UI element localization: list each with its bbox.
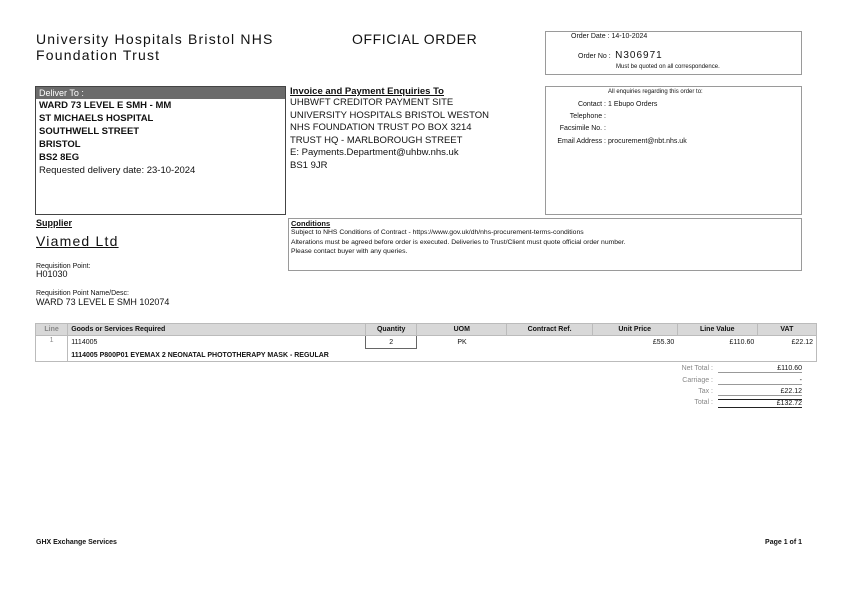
footer-page-number: Page 1 of 1 — [765, 539, 802, 546]
organisation-name — [36, 31, 274, 63]
col-unit-price: Unit Price — [592, 324, 677, 336]
grand-total-label: Total : — [694, 399, 713, 406]
document-title: OFFICIAL ORDER — [352, 31, 478, 47]
col-vat: VAT — [757, 324, 816, 336]
cell-line: 1 — [36, 336, 68, 362]
conditions-line: Please contact buyer with any queries. — [291, 248, 408, 255]
col-line-value: Line Value — [677, 324, 757, 336]
invoice-box — [288, 86, 546, 215]
order-number-row — [578, 45, 663, 63]
deliver-address-line: SOUTHWELL STREET — [39, 126, 140, 137]
enquiries-note: All enquiries regarding this order to: — [608, 89, 703, 95]
contact-label: Contact : — [577, 101, 606, 108]
fax-label: Facsimile No. : — [559, 125, 606, 132]
requisition-point-label: Requisition Point: — [36, 263, 91, 270]
requisition-point-name-value: WARD 73 LEVEL E SMH 102074 — [36, 297, 170, 307]
requisition-point-name-label: Requisition Point Name/Desc: — [36, 290, 129, 297]
order-info-box — [545, 31, 802, 75]
organisation-name-line-2: Foundation Trust — [36, 47, 161, 63]
conditions-box — [288, 218, 802, 271]
telephone-label: Telephone : — [569, 113, 606, 120]
deliver-to-title: Deliver To : — [36, 87, 285, 99]
deliver-to-box — [35, 86, 286, 215]
invoice-address-line: UHBWFT CREDITOR PAYMENT SITE — [290, 97, 454, 108]
grand-total-value: £132.72 — [718, 399, 802, 408]
order-date-label: Order Date : — [571, 33, 610, 40]
cell-quantity: 2 — [366, 336, 417, 349]
deliver-address — [36, 99, 285, 164]
tax-value: £22.12 — [718, 388, 802, 396]
carriage-label: Carriage : — [682, 377, 713, 384]
col-line: Line — [36, 324, 68, 336]
invoice-address-line: BS1 9JR — [290, 159, 328, 171]
order-date-row — [571, 33, 647, 40]
col-contract: Contract Ref. — [507, 324, 592, 336]
col-quantity: Quantity — [366, 324, 417, 336]
invoice-address — [288, 97, 545, 172]
net-total-value: £110.60 — [718, 365, 802, 373]
cell-description: 1114005 P800P01 EYEMAX 2 NEONATAL PHOTOTHERAPY MASK - REGULAR — [68, 349, 817, 362]
invoice-address-line: UNIVERSITY HOSPITALS BRISTOL WESTON — [290, 109, 490, 121]
order-number-value: N306971 — [615, 50, 663, 61]
order-date-value: 14-10-2024 — [611, 33, 648, 40]
email-label: Email Address : — [557, 138, 606, 145]
quote-note: Must be quoted on all correspondence. — [616, 64, 720, 70]
deliver-address-line: BS2 8EG — [39, 152, 80, 163]
invoice-title: Invoice and Payment Enquiries To — [290, 86, 444, 97]
invoice-address-line: TRUST HQ - MARLBOROUGH STREET — [290, 134, 463, 146]
order-number-label: Order No : — [578, 53, 611, 60]
invoice-email[interactable]: E: Payments.Department@uhbw.nhs.uk — [290, 147, 459, 158]
cell-unit-price: £55.30 — [592, 336, 677, 349]
net-total-label: Net Total : — [681, 365, 713, 372]
order-items-table — [35, 323, 817, 362]
enquiries-box — [545, 86, 802, 215]
cell-vat: £22.12 — [757, 336, 816, 349]
conditions-line: Subject to NHS Conditions of Contract - https://www.gov.uk/dh/nhs-procurement-terms-conditions — [291, 229, 584, 236]
table-row — [36, 336, 817, 349]
cell-contract — [507, 336, 592, 349]
deliver-address-line: ST MICHAELS HOSPITAL — [39, 113, 154, 124]
supplier-name: Viamed Ltd — [36, 233, 119, 249]
contact-label-cell — [546, 101, 606, 108]
cell-line-value: £110.60 — [677, 336, 757, 349]
contact-value: 1 Ebupo Orders — [608, 101, 658, 108]
supplier-label: Supplier — [36, 218, 73, 228]
carriage-value: - — [718, 377, 802, 385]
cell-uom: PK — [417, 336, 507, 349]
requisition-point-value: H01030 — [36, 269, 68, 279]
col-uom: UOM — [417, 324, 507, 336]
table-header-row — [36, 324, 817, 336]
organisation-name-line-1: University Hospitals Bristol NHS — [36, 31, 274, 47]
cell-code: 1114005 — [68, 336, 366, 349]
conditions-title: Conditions — [291, 219, 331, 228]
deliver-address-line: WARD 73 LEVEL E SMH - MM — [39, 100, 172, 111]
tax-label: Tax : — [698, 388, 713, 395]
deliver-address-line: BRISTOL — [39, 139, 81, 150]
footer-service-name: GHX Exchange Services — [36, 539, 117, 546]
conditions-line: Alterations must be agreed before order is executed. Deliveries to Trust/Client must quote official order number. — [291, 238, 626, 246]
table-row-description — [36, 349, 817, 362]
invoice-address-line: NHS FOUNDATION TRUST PO BOX 3214 — [290, 122, 472, 133]
col-goods: Goods or Services Required — [68, 324, 366, 336]
email-value[interactable]: procurement@nbt.nhs.uk — [608, 138, 687, 145]
requested-delivery-date: Requested delivery date: 23-10-2024 — [39, 165, 196, 176]
